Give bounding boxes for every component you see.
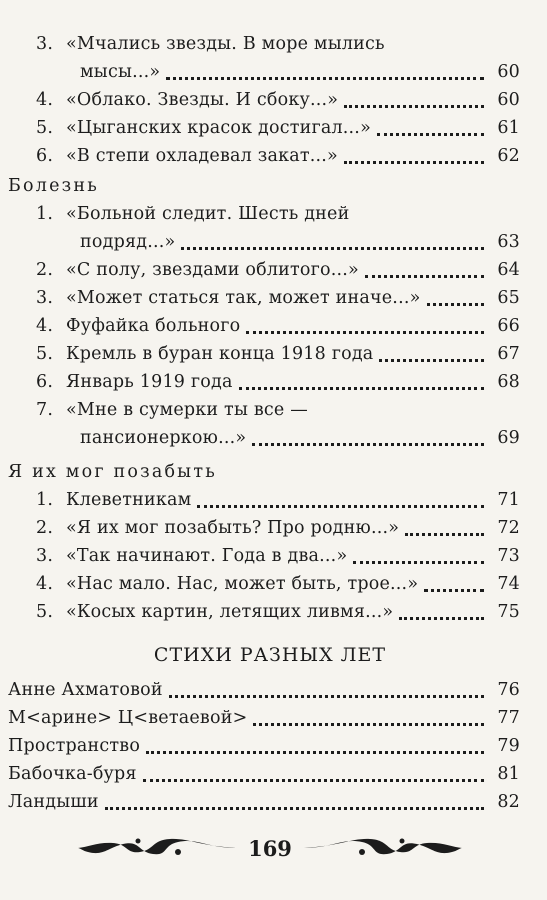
page-number: 65 — [497, 288, 520, 308]
folio-page-number: 169 — [248, 835, 292, 861]
entry-number: 2. — [36, 260, 54, 280]
leader-dots — [181, 247, 484, 250]
page-number: 76 — [497, 680, 520, 700]
entry-title: «Цыганских красок достигал...» — [66, 118, 371, 138]
entry-title: Январь 1919 года — [66, 372, 233, 392]
leader-dots — [379, 359, 484, 362]
entry-title: «В степи охладевал закат...» — [66, 146, 338, 166]
leader-dots — [252, 443, 484, 446]
entry-title: Пространство — [8, 736, 141, 756]
entry-title: «Так начинают. Года в два...» — [66, 546, 348, 566]
toc-entry — [0, 200, 520, 228]
entry-title: Фуфайка больного — [66, 316, 241, 336]
page-number: 79 — [497, 736, 520, 756]
toc-entry — [0, 704, 520, 732]
page-number: 81 — [497, 764, 520, 784]
leader-dots — [166, 77, 484, 80]
entry-title: «Я их мог позабыть? Про родню...» — [66, 518, 400, 538]
leader-dots — [405, 533, 484, 536]
page-number: 64 — [497, 260, 520, 280]
toc-entry — [0, 284, 520, 312]
entry-number: 4. — [36, 90, 54, 110]
leader-dots — [246, 331, 484, 334]
entry-number: 5. — [36, 344, 54, 364]
page-number: 69 — [497, 428, 520, 448]
entry-number: 4. — [36, 574, 54, 594]
toc-entry-continuation — [0, 58, 520, 86]
toc-entry — [0, 732, 520, 760]
entry-title: «Мчались звезды. В море мылись — [66, 34, 385, 54]
leader-dots — [365, 275, 484, 278]
page-footer — [60, 828, 480, 868]
section-title: Я их мог позабыть — [8, 462, 217, 482]
toc-entry — [0, 142, 520, 170]
leader-dots — [197, 505, 484, 508]
entry-title-continued: подряд...» — [80, 232, 176, 252]
page-number: 72 — [497, 518, 520, 538]
entry-title: Клеветникам — [66, 490, 192, 510]
entry-title: «Нас мало. Нас, может быть, трое...» — [66, 574, 419, 594]
entry-number: 5. — [36, 602, 54, 622]
entry-title: «Косых картин, летящих ливмя...» — [66, 602, 394, 622]
toc-entry — [0, 760, 520, 788]
entry-title: «Может статься так, может иначе...» — [66, 288, 421, 308]
entry-title: «Мне в сумерки ты все — — [66, 400, 308, 420]
entry-number: 5. — [36, 118, 54, 138]
entry-number: 4. — [36, 316, 54, 336]
toc-entry — [0, 86, 520, 114]
entry-title: Бабочка-буря — [8, 764, 137, 784]
leader-dots — [239, 387, 484, 390]
entry-number: 3. — [36, 288, 54, 308]
entry-number: 3. — [36, 34, 54, 54]
page-number: 73 — [497, 546, 520, 566]
page-number: 60 — [497, 62, 520, 82]
page-number: 61 — [497, 118, 520, 138]
entry-number: 6. — [36, 372, 54, 392]
leader-dots — [344, 105, 484, 108]
leader-dots — [399, 617, 484, 620]
page-number: 74 — [497, 574, 520, 594]
toc-entry — [0, 396, 520, 424]
entry-title: «С полу, звездами облитого...» — [66, 260, 359, 280]
page-number: 63 — [497, 232, 520, 252]
entry-title: Ландыши — [8, 792, 99, 812]
part-heading: СТИХИ РАЗНЫХ ЛЕТ — [153, 644, 387, 666]
toc-entry — [0, 486, 520, 514]
toc-entry — [0, 598, 520, 626]
toc-entry — [0, 30, 520, 58]
toc-entry — [0, 368, 520, 396]
toc-entry-continuation — [0, 424, 520, 452]
page-number: 71 — [497, 490, 520, 510]
entry-title: М<арине> Ц<ветаевой> — [8, 708, 248, 728]
toc-entry — [0, 514, 520, 542]
toc-entry — [0, 114, 520, 142]
leader-dots — [344, 161, 484, 164]
toc-entry — [0, 570, 520, 598]
entry-number: 3. — [36, 546, 54, 566]
entry-title: Кремль в буран конца 1918 года — [66, 344, 374, 364]
entry-number: 2. — [36, 518, 54, 538]
entry-number: 6. — [36, 146, 54, 166]
entry-title: «Больной следит. Шесть дней — [66, 204, 350, 224]
entry-number: 7. — [36, 400, 54, 420]
toc-entry — [0, 676, 520, 704]
page-number: 68 — [497, 372, 520, 392]
page-number: 67 — [497, 344, 520, 364]
leader-dots — [377, 133, 484, 136]
toc-entry-continuation — [0, 228, 520, 256]
leader-dots — [424, 589, 484, 592]
page-number: 62 — [497, 146, 520, 166]
toc-entry — [0, 542, 520, 570]
table-of-contents — [0, 30, 520, 816]
page-number: 82 — [497, 792, 520, 812]
entry-title: «Облако. Звезды. И сбоку...» — [66, 90, 339, 110]
page-number: 75 — [497, 602, 520, 622]
leader-dots — [427, 303, 485, 306]
page-number: 77 — [497, 708, 520, 728]
entry-title: Анне Ахматовой — [8, 680, 163, 700]
left-flourish-icon — [78, 834, 238, 862]
section-title: Болезнь — [8, 176, 100, 196]
leader-dots — [169, 695, 484, 698]
page-number: 66 — [497, 316, 520, 336]
leader-dots — [105, 807, 484, 810]
leader-dots — [143, 779, 484, 782]
toc-entry — [0, 788, 520, 816]
toc-entry — [0, 256, 520, 284]
leader-dots — [146, 751, 484, 754]
toc-entry — [0, 312, 520, 340]
entry-number: 1. — [36, 204, 54, 224]
entry-number: 1. — [36, 490, 54, 510]
toc-entry — [0, 340, 520, 368]
entry-title-continued: мысы...» — [80, 62, 161, 82]
leader-dots — [253, 723, 484, 726]
entry-title-continued: пансионеркою...» — [80, 428, 247, 448]
page-number: 60 — [497, 90, 520, 110]
leader-dots — [353, 561, 484, 564]
right-flourish-icon — [302, 834, 462, 862]
